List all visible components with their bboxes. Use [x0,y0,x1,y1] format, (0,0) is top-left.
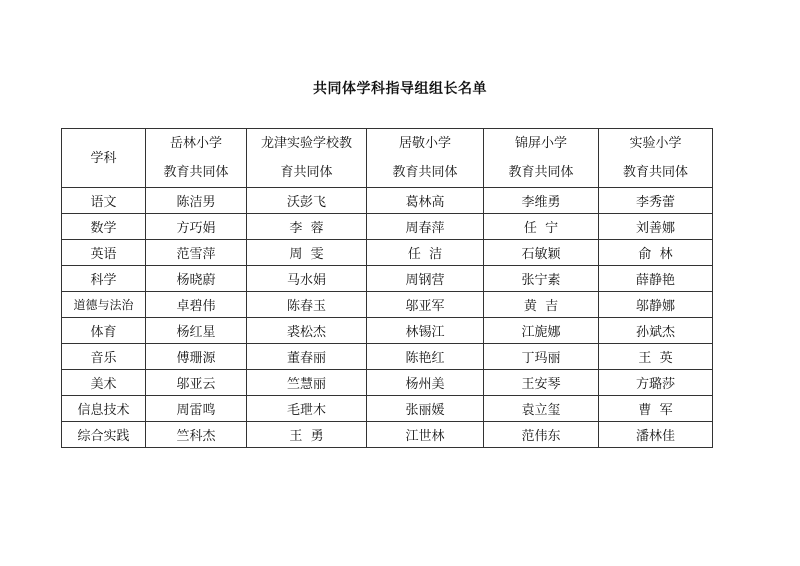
leader-name-cell: 袁立玺 [484,396,599,422]
leader-name-cell: 潘林佳 [599,422,713,448]
column-header-line1: 龙津实验学校教 [260,136,352,151]
leader-name-cell: 邬静娜 [599,292,713,318]
leader-name-cell: 薛静艳 [599,266,713,292]
column-header-jujing [367,129,484,188]
leader-name-cell: 任 宁 [484,214,599,240]
leader-name-cell: 杨红星 [146,318,247,344]
column-header-line2: 教育共同体 [622,165,688,180]
leader-name-cell: 黄 吉 [484,292,599,318]
leader-name-cell: 范雪萍 [146,240,247,266]
table-row [62,370,713,396]
leader-name-cell: 竺慧丽 [247,370,367,396]
leader-name-cell: 王 勇 [247,422,367,448]
subject-cell: 英语 [62,240,146,266]
leader-name-cell: 石敏颖 [484,240,599,266]
leader-name-cell: 范伟东 [484,422,599,448]
leader-name-cell: 李秀蕾 [599,188,713,214]
leader-name-cell: 毛玴木 [247,396,367,422]
leader-name-cell: 江世林 [367,422,484,448]
table-row [62,188,713,214]
subject-cell: 道德与法治 [62,292,146,318]
subject-cell: 数学 [62,214,146,240]
table-row [62,422,713,448]
leader-name-cell: 张丽媛 [367,396,484,422]
leader-name-cell: 邬亚军 [367,292,484,318]
leader-name-cell: 方巧娟 [146,214,247,240]
leader-name-cell: 杨晓蔚 [146,266,247,292]
leader-name-cell: 卓碧伟 [146,292,247,318]
table-header-row [62,129,713,188]
table-row [62,214,713,240]
subject-cell: 综合实践 [62,422,146,448]
leader-name-cell: 陈春玉 [247,292,367,318]
column-header-line2: 教育共同体 [508,165,574,180]
leader-roster-table [61,128,713,448]
leader-name-cell: 裘松杰 [247,318,367,344]
column-header-line1: 锦屏小学 [514,136,567,151]
leader-name-cell: 张宁素 [484,266,599,292]
column-header-yuelin [146,129,247,188]
leader-name-cell: 竺科杰 [146,422,247,448]
document-title: 共同体学科指导组组长名单 [313,81,487,97]
leader-name-cell: 陈艳红 [367,344,484,370]
column-header-line1: 岳林小学 [169,136,222,151]
leader-name-cell: 傅珊源 [146,344,247,370]
column-header-jinping [484,129,599,188]
table-row [62,240,713,266]
leader-name-cell: 孙斌杰 [599,318,713,344]
leader-name-cell: 周春萍 [367,214,484,240]
subject-cell: 科学 [62,266,146,292]
leader-name-cell: 沃彭飞 [247,188,367,214]
leader-name-cell: 王 英 [599,344,713,370]
subject-cell: 美术 [62,370,146,396]
leader-name-cell: 周钢营 [367,266,484,292]
column-header-longjin [247,129,367,188]
leader-name-cell: 葛林高 [367,188,484,214]
leader-name-cell: 王安琴 [484,370,599,396]
leader-name-cell: 林锡江 [367,318,484,344]
leader-name-cell: 陈洁男 [146,188,247,214]
leader-name-cell: 李 蓉 [247,214,367,240]
column-header-shiyan [599,129,713,188]
leader-name-cell: 李维勇 [484,188,599,214]
column-header-line1: 实验小学 [629,136,682,151]
leader-name-cell: 任 洁 [367,240,484,266]
column-header-line2: 教育共同体 [392,165,458,180]
leader-name-cell: 方璐莎 [599,370,713,396]
leader-name-cell: 曹 军 [599,396,713,422]
leader-name-cell: 丁玛丽 [484,344,599,370]
leader-name-cell: 周雷鸣 [146,396,247,422]
leader-name-cell: 董春丽 [247,344,367,370]
table-row [62,396,713,422]
column-header-line2: 教育共同体 [163,165,229,180]
table-row [62,266,713,292]
leader-name-cell: 邬亚云 [146,370,247,396]
leader-name-cell: 俞 林 [599,240,713,266]
leader-name-cell: 杨州美 [367,370,484,396]
table-row [62,344,713,370]
table-row [62,292,713,318]
column-header-line1: 居敬小学 [398,136,451,151]
leader-name-cell: 江旎娜 [484,318,599,344]
subject-cell: 体育 [62,318,146,344]
column-header-line2: 育共同体 [280,165,333,180]
table-row [62,318,713,344]
leader-name-cell: 刘善娜 [599,214,713,240]
subject-cell: 语文 [62,188,146,214]
leader-name-cell: 周 雯 [247,240,367,266]
leader-name-cell: 马水娟 [247,266,367,292]
subject-cell: 信息技术 [62,396,146,422]
subject-cell: 音乐 [62,344,146,370]
subject-column-header: 学科 [62,129,146,188]
